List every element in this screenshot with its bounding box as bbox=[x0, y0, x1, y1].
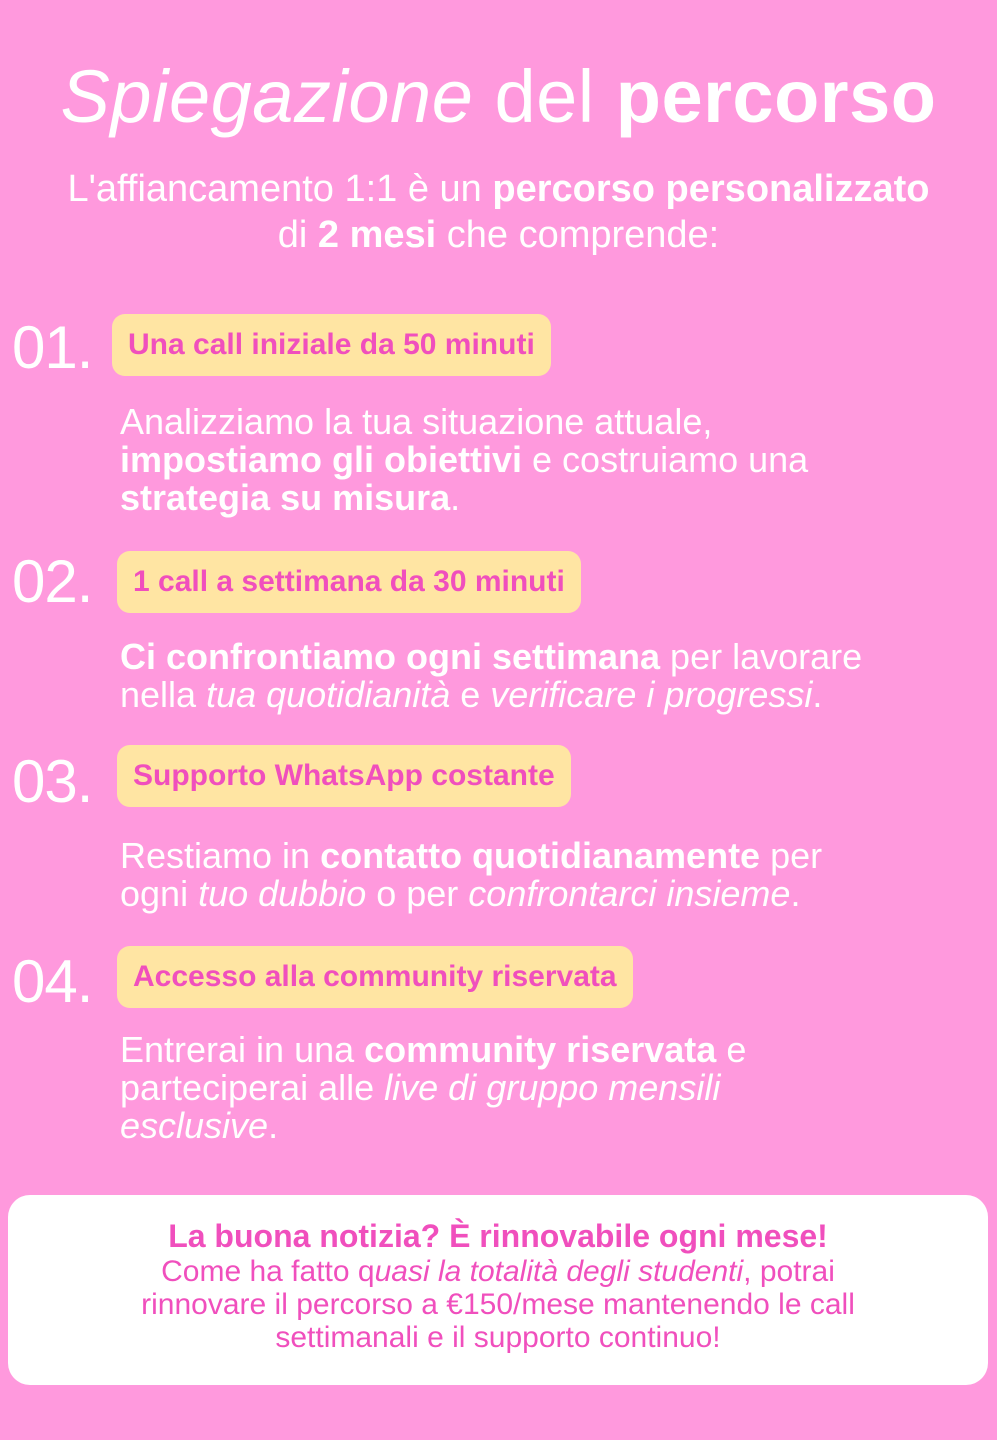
desc-text: Restiamo in bbox=[120, 835, 321, 876]
good-news-title: La buona notizia? È rinnovabile ogni mese! bbox=[168, 1218, 828, 1254]
desc-italic: tua quotidianità bbox=[206, 674, 451, 715]
step-number: 02. bbox=[12, 548, 93, 615]
intro-text-part: di bbox=[277, 214, 318, 256]
note-text: , potrai bbox=[743, 1255, 835, 1288]
note-text: settimanali e il supporto continuo! bbox=[275, 1321, 721, 1354]
desc-bold: community riservata bbox=[364, 1029, 717, 1070]
desc-text: e costruiamo una bbox=[522, 439, 809, 480]
title-bold: percorso bbox=[615, 55, 937, 138]
intro-text bbox=[0, 166, 997, 258]
title-italic: Spiegazione bbox=[60, 55, 474, 138]
desc-text: . bbox=[450, 477, 461, 518]
desc-text: per lavorare bbox=[660, 636, 863, 677]
step-description bbox=[120, 638, 970, 714]
desc-italic: verificare i progressi bbox=[490, 674, 813, 715]
step-label: Supporto WhatsApp costante bbox=[117, 745, 571, 807]
desc-text: . bbox=[268, 1105, 279, 1146]
note-italic: uasi la totalità degli studenti bbox=[374, 1255, 744, 1288]
page-title bbox=[0, 52, 997, 142]
desc-bold: strategia su misura bbox=[120, 477, 451, 518]
desc-text: Entrerai in una bbox=[120, 1029, 365, 1070]
desc-text: . bbox=[812, 674, 823, 715]
good-news-card bbox=[8, 1195, 988, 1385]
desc-text: . bbox=[790, 873, 801, 914]
desc-text: ogni bbox=[120, 873, 199, 914]
desc-text: per bbox=[760, 835, 823, 876]
intro-duration: 2 mesi bbox=[317, 214, 437, 256]
desc-text: o per bbox=[366, 873, 469, 914]
step-description bbox=[120, 1031, 970, 1145]
good-news-body bbox=[8, 1255, 988, 1354]
title-normal: del bbox=[494, 55, 595, 138]
step-label: 1 call a settimana da 30 minuti bbox=[117, 551, 581, 613]
desc-italic: confrontarci insieme bbox=[468, 873, 791, 914]
desc-text: Analizziamo la tua situazione attuale, bbox=[120, 401, 713, 442]
step-number: 01. bbox=[12, 314, 93, 381]
desc-bold: contatto quotidianamente bbox=[320, 835, 761, 876]
desc-text: e bbox=[716, 1029, 747, 1070]
intro-text-part: L'affiancamento 1:1 è un bbox=[67, 168, 493, 210]
desc-italic: esclusive bbox=[120, 1105, 269, 1146]
desc-bold: Ci confrontiamo ogni settimana bbox=[120, 636, 661, 677]
desc-italic: tuo dubbio bbox=[198, 873, 367, 914]
step-description bbox=[120, 403, 970, 517]
intro-text-part: che comprende: bbox=[436, 214, 720, 256]
step-number: 03. bbox=[12, 748, 93, 815]
step-description bbox=[120, 837, 970, 913]
desc-text: parteciperai alle bbox=[120, 1067, 385, 1108]
note-text: Come ha fatto q bbox=[161, 1255, 375, 1288]
intro-highlight: percorso personalizzato bbox=[492, 168, 930, 210]
desc-text: nella bbox=[120, 674, 207, 715]
desc-italic: live di gruppo mensili bbox=[384, 1067, 721, 1108]
note-text: rinnovare il percorso a €150/mese mantenendo le call bbox=[141, 1288, 855, 1321]
desc-bold: impostiamo gli obiettivi bbox=[120, 439, 523, 480]
step-label: Una call iniziale da 50 minuti bbox=[112, 314, 551, 376]
step-label: Accesso alla community riservata bbox=[117, 946, 633, 1008]
desc-text: e bbox=[450, 674, 491, 715]
step-number: 04. bbox=[12, 948, 93, 1015]
